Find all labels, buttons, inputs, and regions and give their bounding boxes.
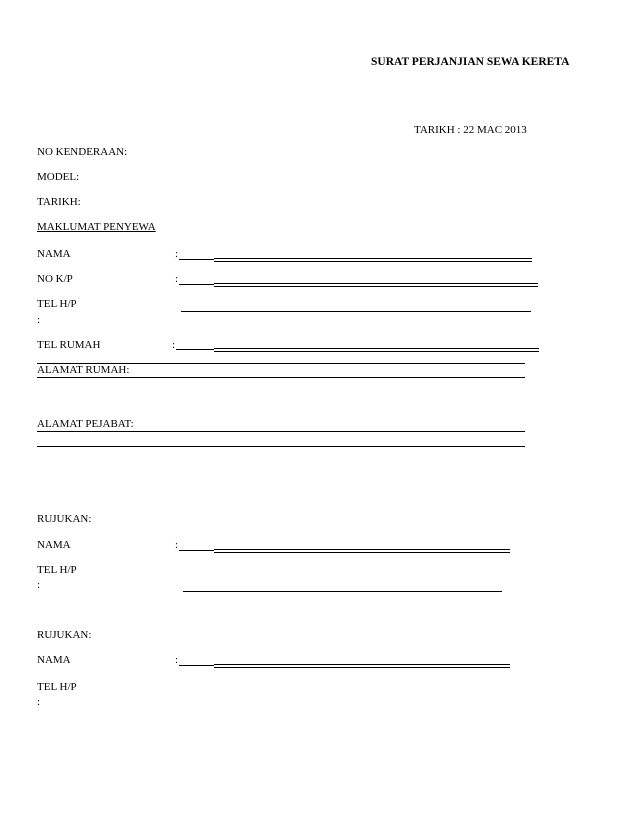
label-no-kp: NO K/P <box>37 273 73 285</box>
colon-ref1-tel-hp: : <box>37 579 41 591</box>
section-heading-reference-2: RUJUKAN: <box>37 629 92 641</box>
no-kp-line-lead <box>179 284 214 285</box>
label-model: MODEL: <box>37 171 80 183</box>
alamat-pejabat-input-line-1[interactable] <box>37 431 525 432</box>
colon-tel-hp: : <box>37 314 41 326</box>
no-kp-input-line[interactable] <box>214 283 538 287</box>
label-ref1-tel-hp: TEL H/P <box>37 564 77 576</box>
alamat-pejabat-input-line-2[interactable] <box>37 446 525 447</box>
nama-input-line[interactable] <box>214 258 532 262</box>
nama-line-lead <box>179 259 214 260</box>
tel-rumah-input-line[interactable] <box>214 348 539 352</box>
label-no-kenderaan: NO KENDERAAN: <box>37 146 128 158</box>
ref2-nama-line-lead <box>179 665 214 666</box>
label-ref2-nama: NAMA <box>37 654 71 666</box>
colon-ref2-tel-hp: : <box>37 696 41 708</box>
label-tel-hp: TEL H/P <box>37 298 77 310</box>
label-tel-rumah: TEL RUMAH <box>37 339 101 351</box>
ref1-nama-line-lead <box>179 550 214 551</box>
ref2-nama-input-line[interactable] <box>214 664 510 668</box>
tel-hp-input-line[interactable] <box>181 311 531 312</box>
tel-rumah-line-lead <box>176 349 214 350</box>
label-tarikh: TARIKH: <box>37 196 81 208</box>
section-heading-reference-1: RUJUKAN: <box>37 513 92 525</box>
document-title: SURAT PERJANJIAN SEWA KERETA <box>371 56 570 68</box>
colon-nama: : <box>175 248 179 260</box>
colon-ref1-nama: : <box>175 539 179 551</box>
colon-no-kp: : <box>175 273 179 285</box>
colon-ref2-nama: : <box>175 654 179 666</box>
alamat-rumah-input-line[interactable] <box>37 377 525 378</box>
section-heading-renter: MAKLUMAT PENYEWA <box>37 221 156 233</box>
ref1-tel-hp-input-line[interactable] <box>183 591 502 592</box>
label-alamat-pejabat: ALAMAT PEJABAT: <box>37 418 134 430</box>
document-date: TARIKH : 22 MAC 2013 <box>414 124 527 136</box>
ref1-nama-input-line[interactable] <box>214 549 510 553</box>
label-ref2-tel-hp: TEL H/P <box>37 681 77 693</box>
label-ref1-nama: NAMA <box>37 539 71 551</box>
label-nama: NAMA <box>37 248 71 260</box>
colon-tel-rumah: : <box>172 339 176 351</box>
label-alamat-rumah: ALAMAT RUMAH: <box>37 364 130 376</box>
